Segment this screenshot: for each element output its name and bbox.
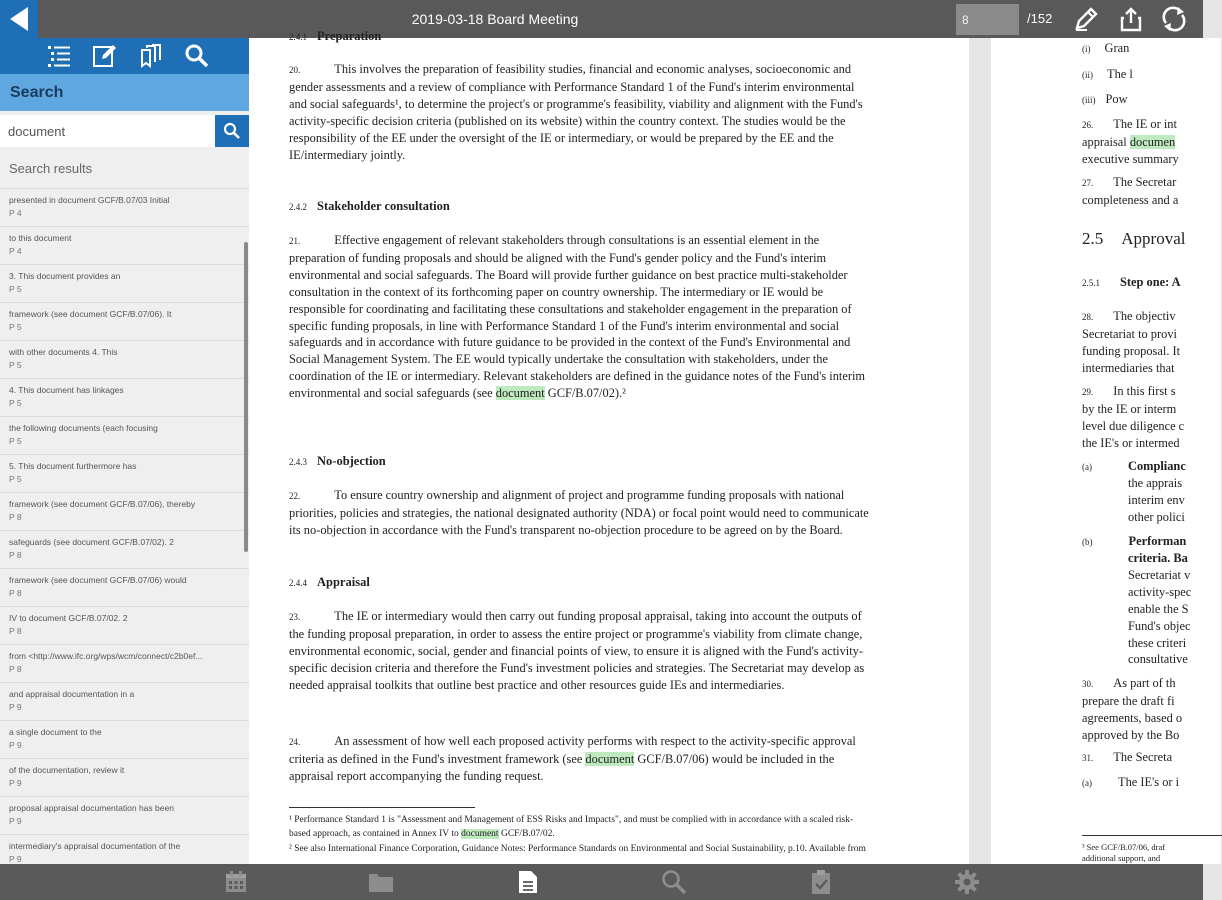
right-p31: 31. The Secreta <box>1082 750 1173 764</box>
bookmarks-icon <box>138 44 164 68</box>
sidebar <box>0 38 249 864</box>
search-result-page: P 8 <box>9 550 22 560</box>
search-result-item[interactable] <box>0 797 249 835</box>
calendar-button[interactable] <box>222 868 250 896</box>
search-result-item[interactable] <box>0 379 249 417</box>
search-tab-button[interactable] <box>182 41 212 71</box>
paragraph-22: 22. To ensure country ownership and alignment of project and programme funding proposals with national priorities, policies and strategies, the national designated authority (NDA) or focal point would need to communicate its no-objection in accordance with the Fund's transparent no-objection procedure to be agreed on by the Board. <box>289 488 869 537</box>
search-result-item[interactable] <box>0 683 249 721</box>
search-header: Search <box>0 74 249 111</box>
search-input[interactable] <box>0 115 215 147</box>
toc-button[interactable] <box>44 41 74 71</box>
search-result-page: P 5 <box>9 360 22 370</box>
sync-button[interactable] <box>1160 5 1188 33</box>
search-result-text: IV to document GCF/B.07/02. 2 <box>9 613 128 623</box>
search-result-item[interactable] <box>0 569 249 607</box>
search-row <box>0 111 249 151</box>
back-arrow-icon <box>8 6 30 32</box>
search-icon <box>184 43 210 69</box>
list-icon <box>46 44 72 68</box>
paragraph-20: 20. This involves the preparation of feasibility studies, financial and economic analyses, socioeconomic and gender assessments and a review of compliance with Performance Standard 1 of the Fund's interim environmental and social safeguards¹, to determine the project's or programme's feasibility, viability and alignment with the Fund's activity-specific decision criteria (published on its website) within the country context. The studies would be the responsibility of the EE under the oversight of the IE or intermediary, or would be prepared by the EE and the IE/intermediary jointly. <box>289 62 863 162</box>
search-result-text: 5. This document furthermore has <box>9 461 137 471</box>
search-highlight: documen <box>1129 134 1176 149</box>
search-result-page: P 8 <box>9 512 22 522</box>
search-result-page: P 9 <box>9 816 22 826</box>
pencil-icon <box>1073 6 1099 32</box>
search-result-text: a single document to the <box>9 727 102 737</box>
right-item-b-body: criteria. Ba Secretariat v activity-spec enable the S Fund's objec these criteri consultative <box>1128 551 1192 667</box>
search-highlight: document <box>585 751 635 766</box>
search-highlight: document <box>495 386 545 401</box>
right-item-a-body: the apprais interim env other polici <box>1128 476 1185 524</box>
search-result-page: P 4 <box>9 208 22 218</box>
page-number-input[interactable] <box>956 4 1019 35</box>
paragraph-24: 24. An assessment of how well each proposed activity performs with respect to the activity-specific approval criteria as defined in the Fund's investment framework (see document GCF/B.07/06) would be included in the appraisal report accompanying the funding request. <box>289 734 856 783</box>
calendar-icon <box>224 870 248 894</box>
right-p31-a: (a) The IE's or i <box>1082 775 1180 789</box>
gear-icon <box>954 869 980 895</box>
search-result-text: 4. This document has linkages <box>9 385 124 395</box>
settings-button[interactable] <box>953 868 981 896</box>
search-results-list <box>0 189 249 873</box>
edit-note-icon <box>92 44 118 68</box>
search-icon <box>223 122 241 140</box>
paragraph-21: 21. Effective engagement of relevant stakeholders through consultations is an essential element in the preparation of funding proposals and should be aligned with the Fund's gender policy and the Fund's interim environmental and social safeguards. The Board will provide further guidance on best practice multi-stakeholder consultation in the context of its forthcoming paper on country ownership. The intermediary or IE would be responsible for coordinating and facilitating these consultations and stakeholder engagement in the preparation of specific funding proposals, in line with Performance Standard 1 of the Fund's interim environmental and social safeguards and in accordance with future guidance to be provided in the context of the Fund's Environmental and Social Management System. The EE would typically undertake the consultation with stakeholders, under the coordination of the IE or intermediary. Relevant stakeholders are defined in the guidance notes of the Fund's interim environmental and social safeguards (see document GCF/B.07/02).² <box>289 233 866 401</box>
document-title: 2019-03-18 Board Meeting <box>411 11 579 27</box>
share-button[interactable] <box>1117 5 1145 33</box>
search-results-label: Search results <box>0 151 249 189</box>
tasks-button[interactable] <box>807 868 835 896</box>
document-button[interactable] <box>514 868 542 896</box>
page-total: /152 <box>1027 11 1053 26</box>
sidebar-toolbar <box>0 38 249 74</box>
search-result-item[interactable] <box>0 721 249 759</box>
search-result-page: P 5 <box>9 436 22 446</box>
search-result-item[interactable] <box>0 493 249 531</box>
bottom-toolbar <box>0 864 1203 900</box>
search-result-text: to this document <box>9 233 72 243</box>
search-result-page: P 9 <box>9 702 22 712</box>
right-p28: 28. The objectiv Secretariat to provi funding proposal. It intermediaries that <box>1082 309 1181 375</box>
right-item-b: (b) Performan <box>1082 534 1187 548</box>
heading-appraisal: 2.4.4 Appraisal <box>289 575 370 589</box>
search-result-page: P 8 <box>9 664 22 674</box>
search-result-item[interactable] <box>0 645 249 683</box>
search-result-page: P 9 <box>9 778 22 788</box>
results-scrollbar[interactable] <box>244 242 248 552</box>
search-result-page: P 4 <box>9 246 22 256</box>
search-result-page: P 8 <box>9 626 22 636</box>
search-result-page: P 5 <box>9 284 22 294</box>
document-page <box>249 29 969 864</box>
heading-no-objection: 2.4.3 No-objection <box>289 454 386 468</box>
search-result-text: and appraisal documentation in a <box>9 689 135 699</box>
sync-icon <box>1160 5 1188 33</box>
footnote-divider <box>289 807 475 808</box>
search-result-page: P 9 <box>9 740 22 750</box>
annotate-button[interactable] <box>1072 5 1100 33</box>
global-search-button[interactable] <box>660 868 688 896</box>
right-line-i: (i) Gran <box>1082 41 1130 55</box>
search-result-item[interactable] <box>0 227 249 265</box>
search-result-text: safeguards (see document GCF/B.07/02). 2 <box>9 537 174 547</box>
footnote-2: ² See also International Finance Corporation, Guidance Notes: Performance Standards on Environmental and Social Sustainability, p.10. Available from <box>289 844 866 854</box>
share-icon <box>1118 6 1144 32</box>
search-result-item[interactable] <box>0 189 249 227</box>
search-result-item[interactable] <box>0 455 249 493</box>
document-icon <box>517 869 539 895</box>
search-submit-button[interactable] <box>215 115 249 147</box>
right-p26: 26. The IE or int appraisal documen executive summary <box>1082 117 1179 166</box>
search-result-text: 3. This document provides an <box>9 271 121 281</box>
folder-icon <box>368 870 394 894</box>
search-result-text: the following documents (each focusing <box>9 423 158 433</box>
search-result-text: with other documents 4. This <box>9 347 118 357</box>
bookmarks-button[interactable] <box>136 41 166 71</box>
back-button[interactable] <box>0 0 38 38</box>
search-result-text: proposal appraisal documentation has been <box>9 803 174 813</box>
footnote-1: ¹ Performance Standard 1 is "Assessment and Management of ESS Risks and Impacts", and must be complied with in accordance with a scaled risk-based approach, as contained in Annex IV to document GCF/B.07/02. <box>289 815 854 839</box>
top-toolbar <box>0 0 1203 38</box>
search-result-page: P 8 <box>9 588 22 598</box>
search-highlight: document <box>461 828 499 839</box>
right-item-a: (a) Complianc <box>1082 459 1186 473</box>
search-icon <box>661 869 687 895</box>
folder-button[interactable] <box>367 868 395 896</box>
right-footnote-divider <box>1082 835 1222 836</box>
search-result-item[interactable] <box>0 265 249 303</box>
search-result-page: P 5 <box>9 398 22 408</box>
heading-stakeholder-consultation: 2.4.2 Stakeholder consultation <box>289 199 450 213</box>
search-result-page: P 5 <box>9 474 22 484</box>
right-p30: 30. As part of th prepare the draft fi agreements, based o approved by the Bo <box>1082 676 1183 742</box>
right-line-iii: (iii) Pow <box>1082 92 1128 106</box>
right-footnote: ³ See GCF/B.07/06, draf additional support, and <box>1082 842 1166 863</box>
search-result-text: of the documentation, review it <box>9 765 125 775</box>
notes-button[interactable] <box>90 41 120 71</box>
search-result-text: framework (see document GCF/B.07/06), thereby <box>9 499 196 509</box>
search-result-text: framework (see document GCF/B.07/06) would <box>9 575 187 585</box>
search-result-item[interactable] <box>0 531 249 569</box>
search-result-text: presented in document GCF/B.07/03 Initial <box>9 195 170 205</box>
right-line-ii: (ii) The l <box>1082 67 1133 81</box>
document-viewer <box>249 29 1203 864</box>
search-result-item[interactable] <box>0 303 249 341</box>
right-p27: 27. The Secretar completeness and a <box>1082 175 1179 207</box>
search-result-page: P 5 <box>9 322 22 332</box>
search-result-item[interactable] <box>0 607 249 645</box>
section-heading-prep: 2.4.1 Preparation <box>289 29 382 43</box>
search-result-text: framework (see document GCF/B.07/06). It <box>9 309 172 319</box>
right-heading-approval: 2.5 Approval <box>1082 229 1186 248</box>
search-result-text: from <http://www.ifc.org/wps/wcm/connect/c2b0ef... <box>9 651 203 661</box>
right-heading-step-one: 2.5.1 Step one: A <box>1082 275 1181 289</box>
right-p29: 29. In this first s by the IE or interm level due diligence c the IE's or intermed <box>1082 384 1185 450</box>
document-page-next <box>991 38 1221 864</box>
clipboard-check-icon <box>810 869 832 895</box>
search-result-item[interactable] <box>0 341 249 379</box>
paragraph-23: 23. The IE or intermediary would then carry out funding proposal appraisal, taking into account the outputs of the funding proposal preparation, in order to assess the entire project or programme's viability from climate change, environmental economic, social, gender and financial points of view, to ensure it is aligned with the Fund's activity-specific decision criteria and therefore the Fund's investment policies and strategies. The Secretariat may develop as needed appraisal toolkits that outline best practice and other resources guide IEs and intermediaries. <box>289 609 865 692</box>
search-result-item[interactable] <box>0 417 249 455</box>
search-result-item[interactable] <box>0 759 249 797</box>
search-result-page: P 9 <box>9 854 22 864</box>
search-result-text: intermediary's appraisal documentation of the <box>9 841 181 851</box>
